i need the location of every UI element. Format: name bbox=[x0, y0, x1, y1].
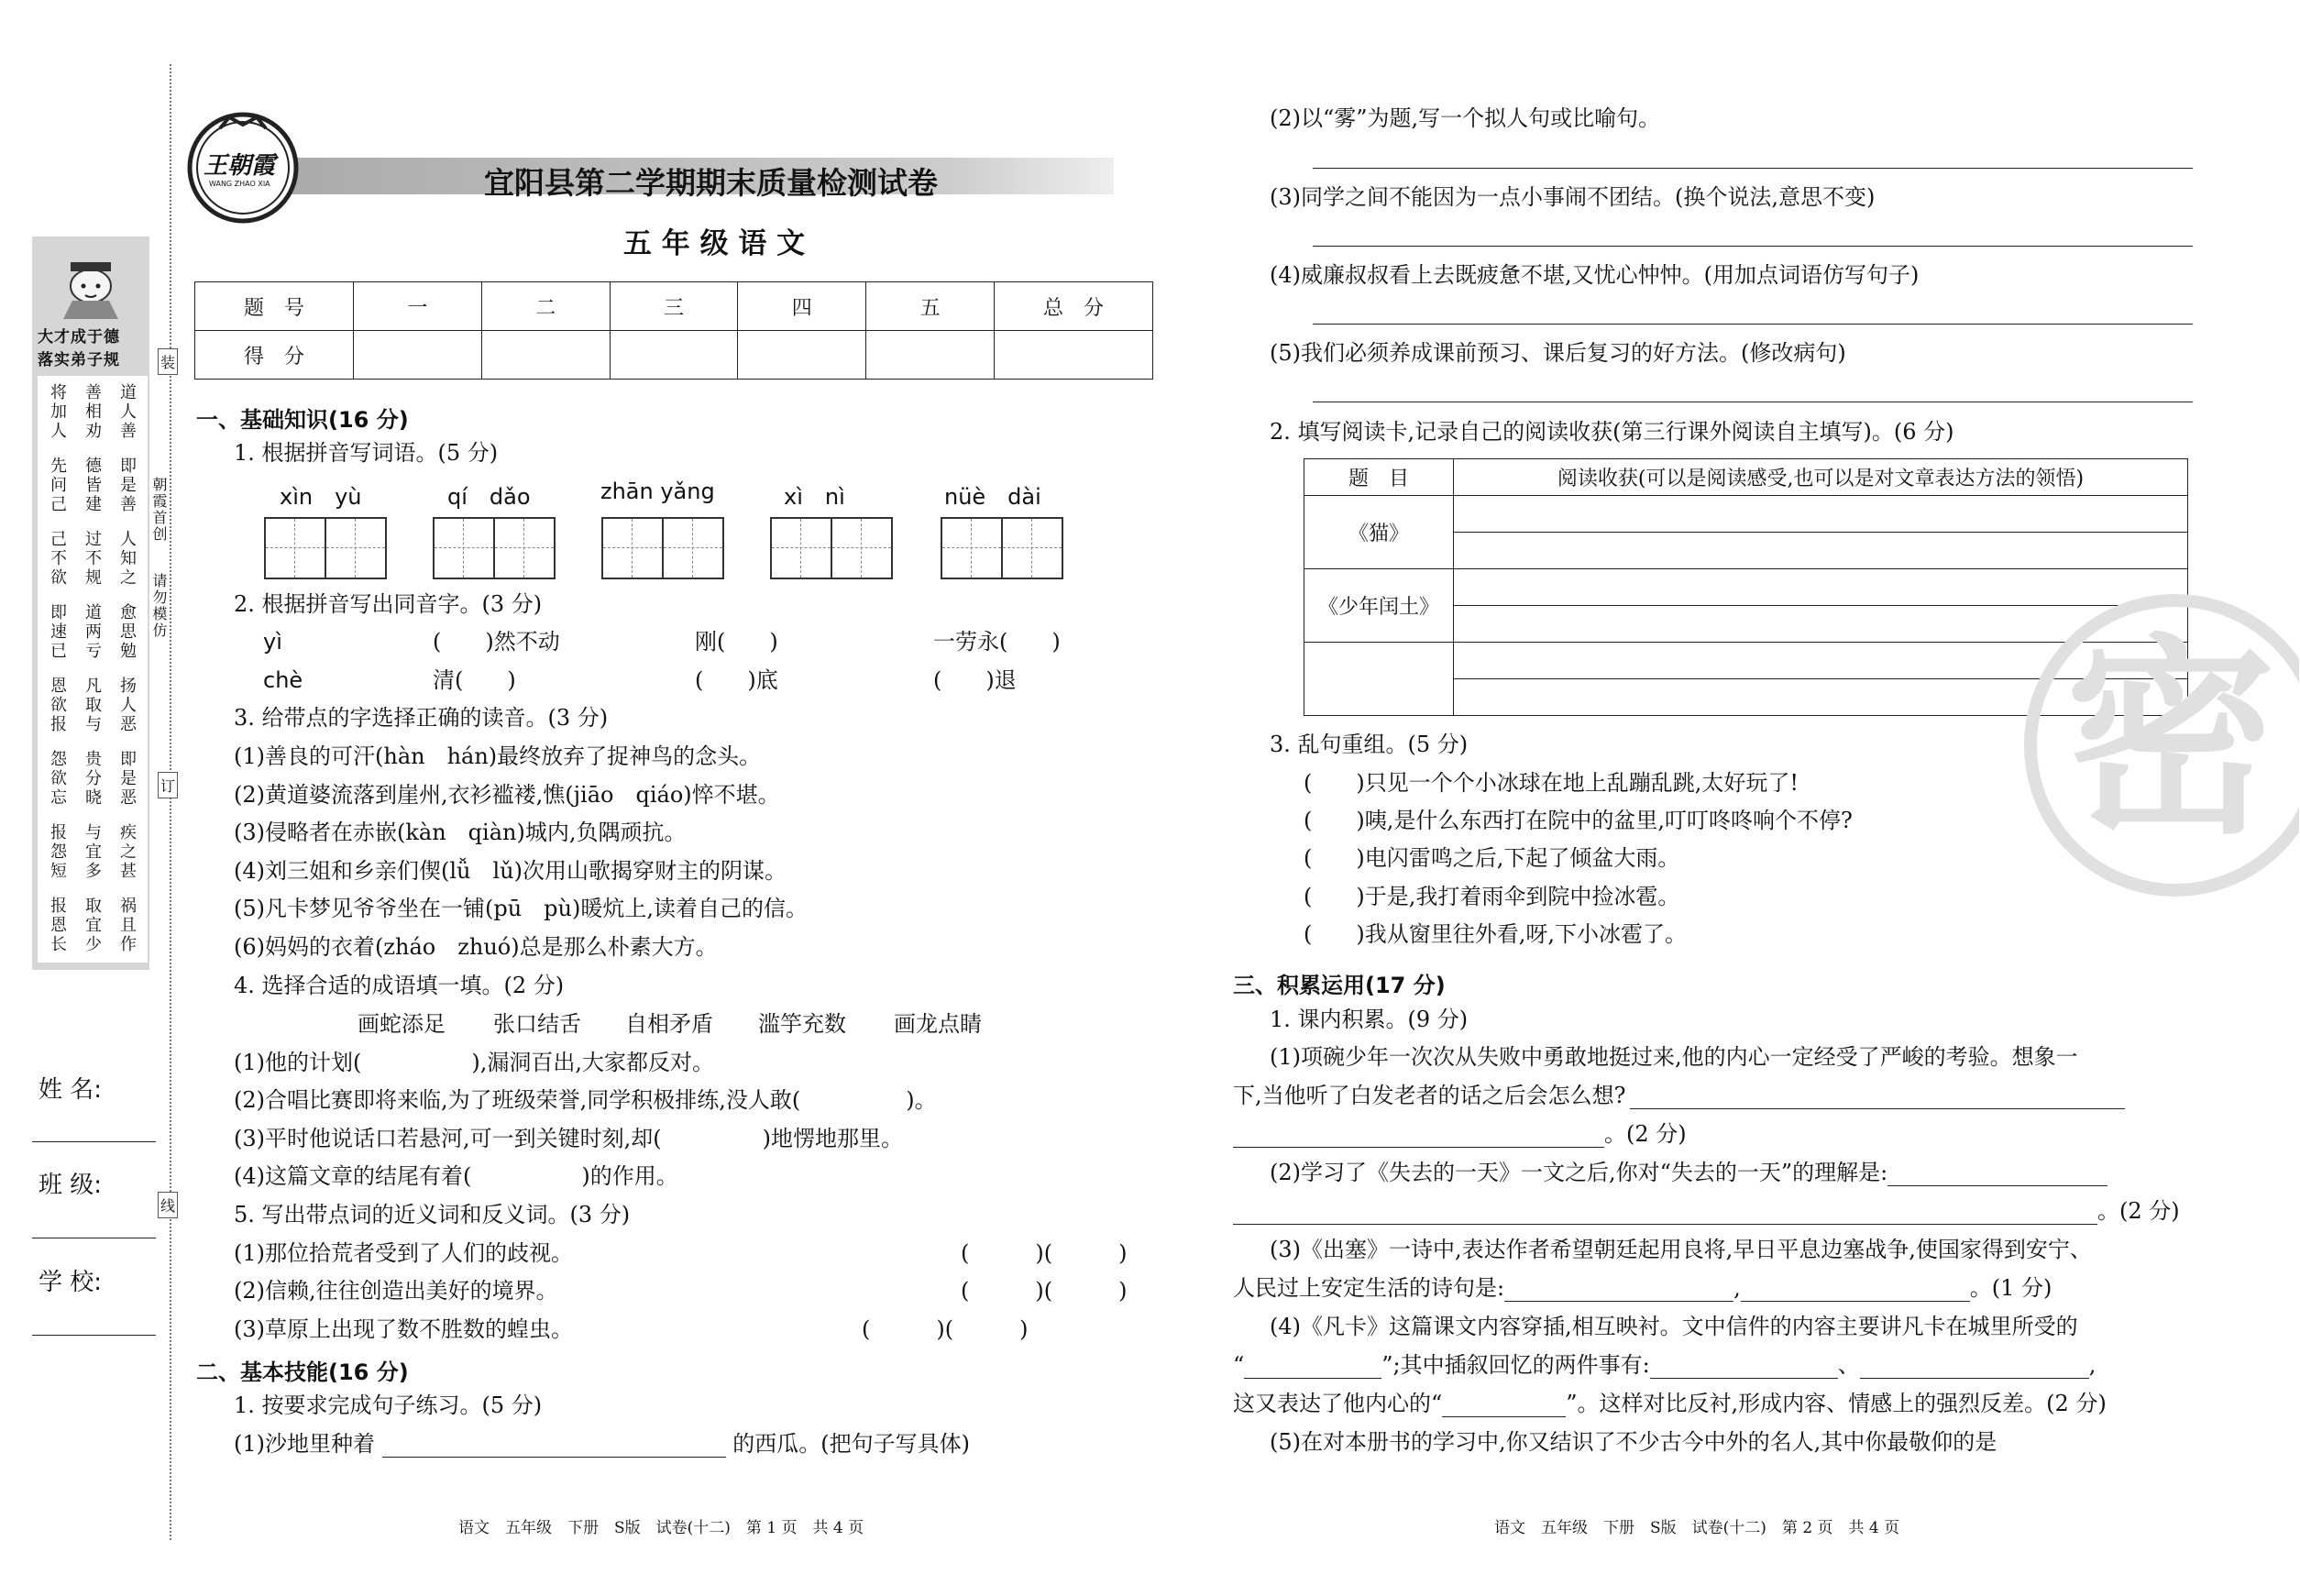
s3-a3: (3)《出塞》一诗中,表达作者希望朝廷起用良将,早日平息边塞战争,使国家得到安宁、 bbox=[1270, 1237, 2092, 1262]
s3-a1-blank-2[interactable] bbox=[1233, 1123, 1604, 1148]
motto-column: 取宜少 bbox=[83, 897, 102, 954]
motto-column: 凡取与 bbox=[83, 677, 102, 734]
q5-item-3: (3)草原上出现了数不胜数的蝗虫。 bbox=[234, 1316, 573, 1342]
s3-a1-blank-1[interactable] bbox=[1630, 1084, 2125, 1109]
reorder-item-1[interactable]: ( )只见一个个小冰球在地上乱蹦乱跳,太好玩了! bbox=[1304, 770, 1799, 796]
q3-prompt: 3. 给带点的字选择正确的读音。(3 分) bbox=[234, 705, 609, 731]
exam-title: 宜阳县第二学期期末质量检测试卷 bbox=[484, 165, 938, 201]
s3-a4-contrast: ”。这样对比反衬,形成内容、情感上的强烈反差。(2 分) bbox=[1566, 1391, 2107, 1416]
reorder-item-5[interactable]: ( )我从窗里往外看,呀,下小冰雹了。 bbox=[1304, 921, 1687, 947]
tianzige-4[interactable] bbox=[770, 517, 891, 583]
margin-char-3: 线 bbox=[158, 1192, 178, 1218]
subject-title: 五 年 级 语 文 bbox=[623, 227, 806, 260]
motto-column: 疾之甚 bbox=[117, 823, 137, 881]
secret-stamp-char: 密 bbox=[2065, 618, 2277, 863]
s2-q1-prompt: 1. 按要求完成句子练习。(5 分) bbox=[234, 1392, 543, 1418]
idiom-3: 自相矛盾 bbox=[625, 1011, 713, 1037]
motto-column: 将加人 bbox=[48, 383, 67, 441]
score-table bbox=[194, 281, 1153, 380]
reorder-item-2[interactable]: ( )咦,是什么东西打在院中的盆里,叮叮咚咚响个不停? bbox=[1304, 808, 1853, 833]
q5-item-1: (1)那位拾荒者受到了人们的歧视。 bbox=[234, 1240, 573, 1266]
r-item-4-line[interactable] bbox=[1313, 324, 2193, 325]
s3-a4-blank-2[interactable] bbox=[1650, 1354, 1838, 1379]
score-header-cell: 三 bbox=[610, 282, 738, 331]
q5-item-3-blanks[interactable]: ( )( ) bbox=[862, 1316, 1029, 1342]
margin-note-1: 朝霞首创 bbox=[150, 477, 168, 543]
idiom-1: 画蛇添足 bbox=[358, 1011, 446, 1037]
s3-a4-blank-4[interactable] bbox=[1442, 1392, 1566, 1417]
idiom-4: 滥竽充数 bbox=[758, 1011, 846, 1037]
score-cell[interactable] bbox=[866, 331, 995, 380]
score-row-label: 得 分 bbox=[195, 331, 354, 380]
footer-left: 语文 五年级 下册 S版 试卷(十二) 第 1 页 共 4 页 bbox=[458, 1519, 864, 1537]
s3-a1: (1)项碗少年一次次从失败中勇敢地挺过来,他的内心一定经受了严峻的考验。想象一 bbox=[1270, 1044, 2078, 1070]
q4-prompt: 4. 选择合适的成语填一填。(2 分) bbox=[234, 973, 565, 998]
q1-prompt: 1. 根据拼音写词语。(5 分) bbox=[234, 440, 499, 466]
r-item-2-line[interactable] bbox=[1313, 168, 2193, 169]
q3-item-6[interactable]: (6)妈妈的衣着(zháo zhuó)总是那么朴素大方。 bbox=[234, 934, 718, 960]
s3-a2-question: (2)学习了《失去的一天》一文之后,你对“失去的一天”的理解是: bbox=[1270, 1160, 1888, 1185]
margin-note-2: 请勿模仿 bbox=[150, 573, 168, 639]
s3-q1-prompt: 1. 课内积累。(9 分) bbox=[1270, 1007, 1469, 1032]
motto-column: 与宜多 bbox=[83, 823, 102, 881]
q3-item-5[interactable]: (5)凡卡梦见爷爷坐在一铺(pū pù)暖炕上,读着自己的信。 bbox=[234, 896, 808, 921]
card-title-cat: 《猫》 bbox=[1304, 496, 1454, 569]
score-header-cell: 四 bbox=[738, 282, 866, 331]
s3-a2-score: 。(2 分) bbox=[2097, 1198, 2180, 1224]
logo-sub: WANG ZHAO XIA bbox=[209, 180, 270, 188]
s3-a3-blank-1[interactable] bbox=[1504, 1277, 1733, 1302]
q4-item-2-post: )。 bbox=[906, 1087, 937, 1113]
motto-column: 道人善 bbox=[117, 383, 137, 441]
name-label: 姓 名: bbox=[39, 1076, 103, 1104]
s3-a2-blank-1[interactable] bbox=[1887, 1161, 2107, 1186]
section-3-heading: 三、积累运用(17 分) bbox=[1233, 973, 1446, 998]
section-1-heading: 一、基础知识(16 分) bbox=[196, 407, 409, 433]
secret-watermark bbox=[2024, 594, 2299, 979]
q2-che-blank-2[interactable]: ( )底 bbox=[695, 667, 778, 693]
q5-item-1-blanks[interactable]: ( )( ) bbox=[961, 1240, 1128, 1266]
r-item-3: (3)同学之间不能因为一点小事闹不团结。(换个说法,意思不变) bbox=[1270, 184, 1876, 210]
card-title-free[interactable] bbox=[1304, 643, 1454, 716]
motto-column: 即是善 bbox=[117, 457, 137, 514]
pinyin-1: xìn yù bbox=[280, 484, 362, 510]
q4-item-1[interactable] bbox=[234, 1049, 714, 1076]
q3-item-2[interactable]: (2)黄道婆流落到崖州,衣衫褴褛,憔(jiāo qiáo)悴不堪。 bbox=[234, 782, 780, 808]
s3-a1-question: 下,当他听了白发老者的话之后会怎么想? bbox=[1233, 1083, 1626, 1108]
q2-prompt: 2. 根据拼音写出同音字。(3 分) bbox=[234, 591, 543, 617]
s3-a5: (5)在对本册书的学习中,你又结识了不少古今中外的名人,其中你最敬仰的是 bbox=[1270, 1429, 1997, 1455]
q4-item-3-pre: (3)平时他说话口若悬河,可一到关键时刻,却( bbox=[234, 1126, 662, 1151]
s3-a3-score: 。(1 分) bbox=[1969, 1275, 2052, 1301]
q4-item-2[interactable] bbox=[234, 1086, 937, 1114]
q2-pinyin-yi: yì bbox=[263, 629, 282, 655]
card-header-row bbox=[1304, 459, 2188, 496]
motto-column: 先问己 bbox=[48, 457, 67, 514]
s3-a4: (4)《凡卡》这篇课文内容穿插,相互映衬。文中信件的内容主要讲凡卡在城里所受的 bbox=[1270, 1314, 2078, 1339]
section-2-heading: 二、基本技能(16 分) bbox=[196, 1359, 409, 1385]
s3-a4-line2: “ ”;其中插叙回忆的两件事有: 、 , bbox=[1233, 1352, 2096, 1378]
q4-item-4-pre: (4)这篇文章的结尾有着( bbox=[234, 1163, 472, 1189]
q4-item-3[interactable] bbox=[234, 1125, 903, 1152]
s3-a3-question: 人民过上安定生活的诗句是: bbox=[1233, 1275, 1505, 1301]
name-field[interactable] bbox=[32, 1141, 156, 1142]
q3-item-1[interactable]: (1)善良的可汗(hàn hán)最终放弃了捉神鸟的念头。 bbox=[234, 743, 762, 769]
q2-che-blank-3[interactable]: ( )退 bbox=[933, 667, 1017, 693]
s3-a1-line2 bbox=[1233, 1082, 2125, 1109]
q4-item-4[interactable] bbox=[234, 1162, 678, 1190]
score-cell[interactable] bbox=[610, 331, 738, 380]
tianzige-3[interactable] bbox=[601, 517, 722, 583]
card-header-title: 题 目 bbox=[1304, 459, 1454, 496]
reorder-item-3[interactable]: ( )电闪雷鸣之后,下起了倾盆大雨。 bbox=[1304, 845, 1680, 871]
score-cell[interactable] bbox=[738, 331, 866, 380]
margin-char-2: 订 bbox=[158, 772, 178, 798]
s3-a4-events: ”;其中插叙回忆的两件事有: bbox=[1381, 1352, 1650, 1378]
motto-column: 愈思勉 bbox=[117, 603, 137, 661]
motto-column: 过不规 bbox=[83, 530, 102, 588]
motto-column: 报恩长 bbox=[48, 897, 67, 954]
q4-item-2-pre: (2)合唱比赛即将来临,为了班级荣誉,同学积极排练,没人敢( bbox=[234, 1087, 801, 1113]
score-header-row bbox=[195, 282, 1153, 331]
r-q3-prompt: 3. 乱句重组。(5 分) bbox=[1270, 732, 1469, 757]
q5-prompt: 5. 写出带点词的近义词和反义词。(3 分) bbox=[234, 1202, 631, 1227]
s3-a4-blank-1[interactable] bbox=[1244, 1354, 1381, 1379]
s2-q1-pre: (1)沙地里种着 bbox=[234, 1431, 375, 1457]
pinyin-3: zhān yǎng bbox=[600, 479, 715, 504]
s3-a2 bbox=[1270, 1159, 2107, 1186]
q4-item-1-pre: (1)他的计划( bbox=[234, 1050, 362, 1075]
r-item-5: (5)我们必须养成课前预习、课后复习的好方法。(修改病句) bbox=[1270, 340, 1846, 366]
card-gain-cell[interactable] bbox=[1454, 496, 2188, 533]
s3-a1-score: 。(2 分) bbox=[1604, 1121, 1687, 1147]
motto-column: 祸且作 bbox=[117, 897, 137, 954]
motto-1: 大才成于德 bbox=[38, 328, 120, 347]
q5-item-2: (2)信赖,往往创造出美好的境界。 bbox=[234, 1278, 558, 1304]
card-row bbox=[1304, 496, 2188, 533]
q4-item-3-post: )地愣地那里。 bbox=[762, 1126, 903, 1151]
card-gain-cell[interactable] bbox=[1454, 533, 2188, 569]
s3-a4-line3 bbox=[1233, 1390, 2107, 1417]
tianzige-5[interactable] bbox=[941, 517, 1062, 583]
pinyin-5: nüè dài bbox=[944, 484, 1041, 510]
reorder-item-4[interactable]: ( )于是,我打着雨伞到院中捡冰雹。 bbox=[1304, 884, 1680, 909]
school-field[interactable] bbox=[32, 1335, 156, 1336]
motto-2: 落实弟子规 bbox=[38, 351, 120, 369]
s3-a2-blank-2[interactable] bbox=[1233, 1200, 2097, 1225]
class-label: 班 级: bbox=[39, 1172, 103, 1199]
q2-yi-blank-2[interactable]: 刚( ) bbox=[695, 629, 778, 655]
score-header-cell: 一 bbox=[354, 282, 482, 331]
score-value-row bbox=[195, 331, 1153, 380]
score-cell[interactable] bbox=[995, 331, 1153, 380]
pinyin-4: xì nì bbox=[784, 484, 845, 510]
margin-char-1: 装 bbox=[158, 348, 178, 375]
r-item-3-line[interactable] bbox=[1313, 246, 2193, 247]
motto-column: 道两亏 bbox=[83, 603, 102, 661]
motto-column: 善相劝 bbox=[83, 383, 102, 441]
footer-right: 语文 五年级 下册 S版 试卷(十二) 第 2 页 共 4 页 bbox=[1494, 1519, 1900, 1537]
motto-column: 即速已 bbox=[48, 603, 67, 661]
motto-column: 报怨短 bbox=[48, 823, 67, 881]
scholar-icon bbox=[45, 246, 137, 319]
tianzige-1[interactable] bbox=[264, 517, 385, 583]
r-item-4: (4)威廉叔叔看上去既疲惫不堪,又忧心忡忡。(用加点词语仿写句子) bbox=[1270, 262, 1920, 288]
motto-column: 扬人恶 bbox=[117, 677, 137, 734]
s3-a4-blank-3[interactable] bbox=[1860, 1354, 2089, 1379]
card-title-runtu: 《少年闰土》 bbox=[1304, 569, 1454, 643]
score-header-cell: 总 分 bbox=[995, 282, 1153, 331]
logo-text: 王朝霞 bbox=[204, 152, 276, 180]
card-header-gain: 阅读收获(可以是阅读感受,也可以是对文章表达方法的领悟) bbox=[1454, 459, 2188, 496]
s3-a4-express: 这又表达了他内心的“ bbox=[1233, 1391, 1443, 1416]
score-cell[interactable] bbox=[481, 331, 610, 380]
binding-line bbox=[170, 64, 171, 1540]
motto-column: 恩欲报 bbox=[48, 677, 67, 734]
motto-panel bbox=[32, 237, 149, 970]
q2-yi-blank-3[interactable]: 一劳永( ) bbox=[933, 629, 1061, 655]
s2-q1-item-1[interactable] bbox=[234, 1430, 970, 1458]
idiom-2: 张口结舌 bbox=[493, 1011, 581, 1037]
s3-a3-line2: 人民过上安定生活的诗句是: , 。(1 分) bbox=[1233, 1275, 2052, 1301]
motto-column: 德皆建 bbox=[83, 457, 102, 514]
motto-columns bbox=[38, 376, 148, 963]
score-header-cell: 二 bbox=[481, 282, 610, 331]
idiom-5: 画龙点睛 bbox=[894, 1011, 982, 1037]
motto-column: 人知之 bbox=[117, 530, 137, 588]
s2-q1-blank[interactable] bbox=[382, 1433, 726, 1458]
q2-che-blank-1[interactable]: 清( ) bbox=[433, 667, 516, 693]
q3-item-4[interactable]: (4)刘三姐和乡亲们偰(lǚ lǔ)次用山歌揭穿财主的阴谋。 bbox=[234, 858, 787, 884]
tianzige-2[interactable] bbox=[433, 517, 554, 583]
s3-a3-blank-2[interactable] bbox=[1741, 1277, 1970, 1302]
school-label: 学 校: bbox=[39, 1269, 103, 1296]
motto-column: 怨欲忘 bbox=[48, 750, 67, 808]
pinyin-2: qí dǎo bbox=[447, 484, 531, 510]
score-cell[interactable] bbox=[354, 331, 482, 380]
q4-item-1-post: ),漏洞百出,大家都反对。 bbox=[471, 1050, 714, 1075]
motto-column: 贵分晓 bbox=[83, 750, 102, 808]
q5-item-2-blanks[interactable]: ( )( ) bbox=[961, 1278, 1128, 1304]
q2-pinyin-che: chè bbox=[263, 667, 303, 693]
r-q2-prompt: 2. 填写阅读卡,记录自己的阅读收获(第三行课外阅读自主填写)。(6 分) bbox=[1270, 419, 1954, 445]
score-header-cell: 题 号 bbox=[195, 282, 354, 331]
motto-column: 己不欲 bbox=[48, 530, 67, 588]
s3-a1-line3 bbox=[1233, 1120, 1687, 1148]
score-header-cell: 五 bbox=[866, 282, 995, 331]
s3-a2-line2 bbox=[1233, 1197, 2180, 1225]
motto-column: 即是恶 bbox=[117, 750, 137, 808]
q2-yi-blank-1[interactable]: ( )然不动 bbox=[433, 629, 560, 655]
s2-q1-post: 的西瓜。(把句子写具体) bbox=[732, 1431, 971, 1457]
r-item-2: (2)以“雾”为题,写一个拟人句或比喻句。 bbox=[1270, 105, 1661, 131]
q4-item-4-post: )的作用。 bbox=[581, 1163, 678, 1189]
s3-a4-quote-open: “ bbox=[1233, 1352, 1245, 1378]
q3-item-3[interactable]: (3)侵略者在赤嵌(kàn qiàn)城内,负隅顽抗。 bbox=[234, 820, 687, 845]
